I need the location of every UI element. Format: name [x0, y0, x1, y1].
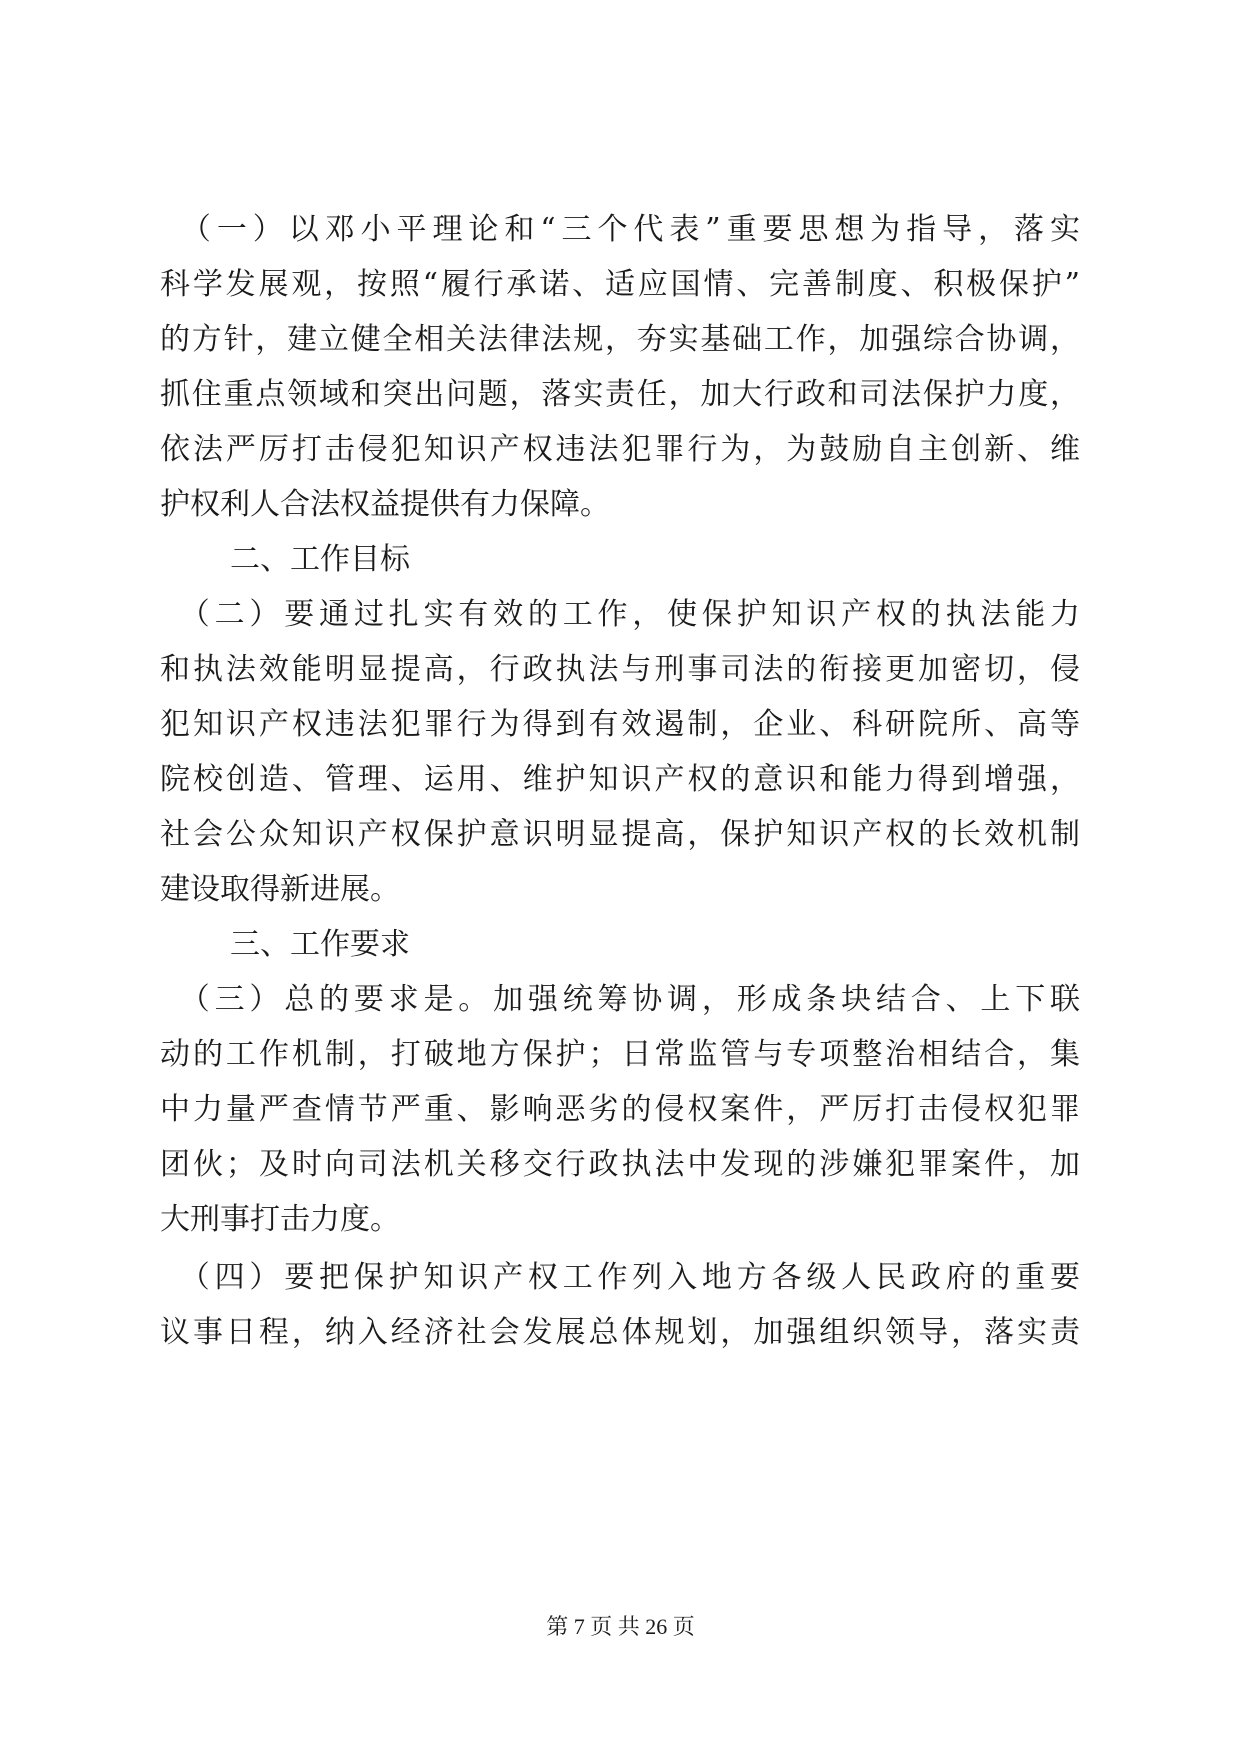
- paragraph-1-line-5: 依法严厉打击侵犯知识产权违法犯罪行为，为鼓励自主创新、维: [160, 432, 1080, 467]
- paragraph-1-line-6: 护权利人合法权益提供有力保障。: [160, 487, 610, 522]
- paragraph-3-line-2: 动的工作机制，打破地方保护；日常监管与专项整治相结合，集: [160, 1037, 1080, 1072]
- paragraph-2-line-6: 建设取得新进展。: [160, 872, 400, 907]
- paragraph-1-line-3: 的方针，建立健全相关法律法规，夯实基础工作，加强综合协调，: [160, 322, 1080, 357]
- paragraph-3-line-5: 大刑事打击力度。: [160, 1202, 400, 1237]
- paragraph-4-line-2: 议事日程，纳入经济社会发展总体规划，加强组织领导，落实责: [160, 1315, 1080, 1350]
- paragraph-2-line-4: 院校创造、管理、运用、维护知识产权的意识和能力得到增强，: [160, 762, 1080, 797]
- paragraph-4-line-1: （四）要把保护知识产权工作列入地方各级人民政府的重要: [160, 1260, 1080, 1295]
- paragraph-1-line-1: （一）以邓小平理论和“三个代表”重要思想为指导，落实: [160, 212, 1080, 247]
- paragraph-1-line-4: 抓住重点领域和突出问题，落实责任，加大行政和司法保护力度，: [160, 377, 1080, 412]
- page-number-footer: 第 7 页 共 26 页: [546, 1614, 695, 1639]
- paragraph-2-line-3: 犯知识产权违法犯罪行为得到有效遏制，企业、科研院所、高等: [160, 707, 1080, 742]
- paragraph-3-line-1: （三）总的要求是。加强统筹协调，形成条块结合、上下联: [160, 982, 1080, 1017]
- section-heading-goals: 二、工作目标: [230, 542, 410, 577]
- section-heading-requirements: 三、工作要求: [230, 927, 410, 962]
- paragraph-3-line-4: 团伙；及时向司法机关移交行政执法中发现的涉嫌犯罪案件，加: [160, 1147, 1080, 1182]
- paragraph-2-line-5: 社会公众知识产权保护意识明显提高，保护知识产权的长效机制: [160, 817, 1080, 852]
- paragraph-2-line-2: 和执法效能明显提高，行政执法与刑事司法的衔接更加密切，侵: [160, 652, 1080, 687]
- paragraph-1-line-2: 科学发展观，按照“履行承诺、适应国情、完善制度、积极保护”: [160, 267, 1080, 302]
- paragraph-3-line-3: 中力量严查情节严重、影响恶劣的侵权案件，严厉打击侵权犯罪: [160, 1092, 1080, 1127]
- paragraph-2-line-1: （二）要通过扎实有效的工作，使保护知识产权的执法能力: [160, 597, 1080, 632]
